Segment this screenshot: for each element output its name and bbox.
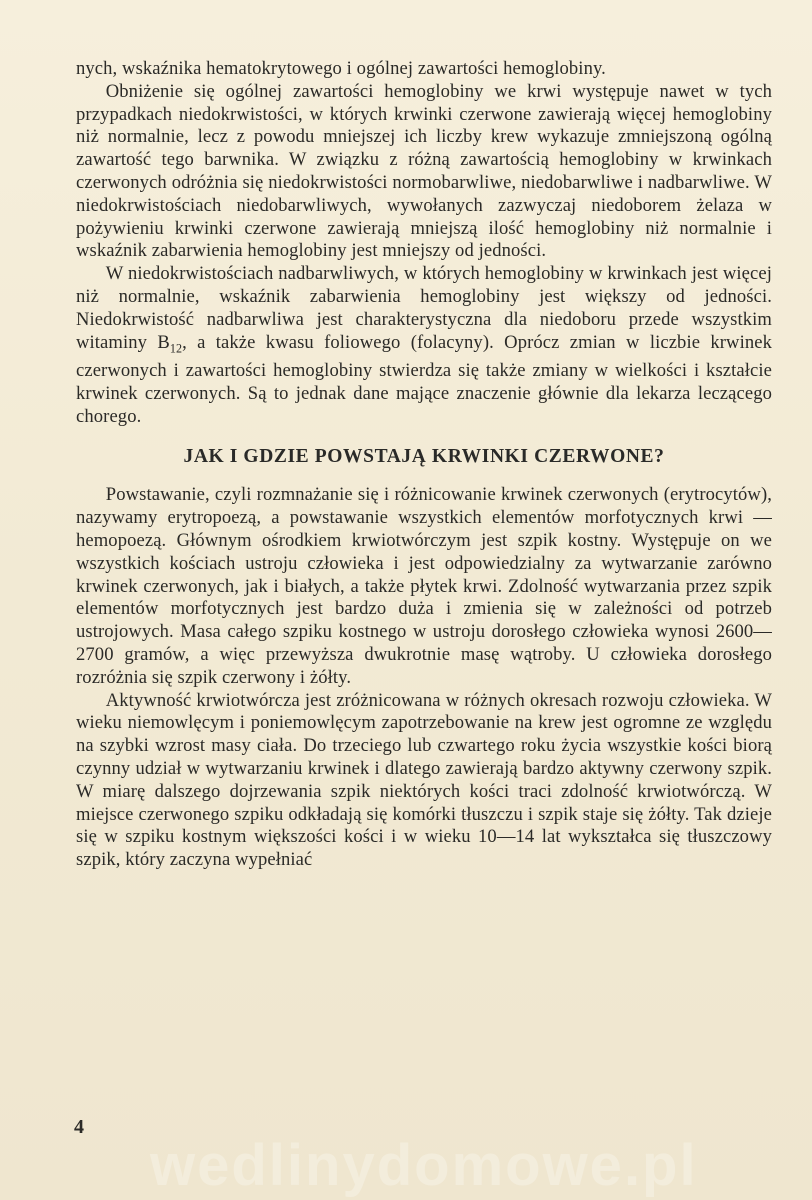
paragraph-continued: nych, wskaźnika hematokrytowego i ogólnej zawartości hemoglobiny. — [76, 58, 606, 79]
vitamin-subscript: 12 — [169, 341, 183, 356]
paragraph-hyperchromic-text-b: , a także kwasu foliowego (folacyny). Oprócz zmian w liczbie krwinek czerwonych i zawartości hemoglobiny stwierdza się także zmiany w wielkości i kształcie krwinek czerwonych. Są to jednak dane mające znaczenie głównie dla lekarza leczącego chorego. — [76, 331, 772, 427]
paragraph-hyperchromic-anemia — [76, 263, 772, 428]
paragraph-hematopoietic-activity: Aktywność krwiotwórcza jest zróżnicowana w różnych okresach rozwoju człowieka. W wieku niemowlęcym i poniemowlęcym zapotrzebowanie na krew jest ogromne ze względu na szybki wzrost masy ciała. Do trzeciego lub czwartego roku życia wszystkie kości biorą czynny udział w wytwarzaniu krwinek i dlatego zawierają bardzo aktywny czerwony szpik. W miarę dalszego dojrzewania szpik niektórych kości traci zdolność krwiotwórczą. W miejsce czerwonego szpiku odkładają się komórki tłuszczu i szpik staje się żółty. Tak dzieje się w szpiku kostnym większości kości i w wieku 10—14 lat wykształca się tłuszczowy szpik, który zaczyna wypełniać — [76, 689, 772, 871]
paragraph-hyperchromic-text-a: W niedokrwistościach nadbarwliwych, w których hemoglobiny w krwinkach jest więcej niż normalnie, wskaźnik zabarwienia hemoglobiny jest większy od jedności. Niedokrwistość nadbarwliwa jest charakterystyczna dla niedoboru przede wszystkim witaminy B — [76, 263, 772, 353]
page-number: 4 — [74, 1116, 84, 1138]
text-column — [76, 58, 772, 872]
watermark: wedlinydomowe.pl — [150, 1133, 698, 1198]
section-heading: JAK I GDZIE POWSTAJĄ KRWINKI CZERWONE? — [183, 446, 665, 468]
paragraph-erythropoiesis: Powstawanie, czyli rozmnażanie się i różnicowanie krwinek czerwonych (erytrocytów), nazywamy erytropoezą, a powstawanie wszystkich elementów morfotycznych krwi — hemopoezą. Głównym ośrodkiem krwiotwórczym jest szpik kostny. Występuje on we wszystkich kościach ustroju człowieka i jest odpowiedzialny za wytwarzanie zarówno krwinek czerwonych, jak i białych, a także płytek krwi. Zdolność wytwarzania przez szpik elementów morfotycznych jest bardzo duża i zmienia się w zależności od potrzeb ustrojowych. Masa całego szpiku kostnego w ustroju dorosłego człowieka wynosi 2600—2700 gramów, a więc przewyższa dwukrotnie masę wątroby. U człowieka dorosłego rozróżnia się szpik czerwony i żółty. — [76, 484, 772, 688]
paragraph-hemoglobin-decrease: Obniżenie się ogólnej zawartości hemoglobiny we krwi występuje nawet w tych przypadkach niedokrwistości, w których krwinki czerwone zawierają więcej hemoglobiny niż normalnie, lecz z powodu mniejszej ich liczby krew wykazuje zmniejszoną ogólną zawartość tego barwnika. W związku z różną zawartością hemoglobiny w krwinkach czerwonych odróżnia się niedokrwistości normobarwliwe, niedobarwliwe i nadbarwliwe. W niedokrwistościach niedobarwliwych, wywołanych zazwyczaj niedoborem żelaza w pożywieniu krwinki czerwone zawierają mniejszą ilość hemoglobiny niż normalnie i wskaźnik zabarwienia hemoglobiny jest mniejszy od jedności. — [76, 80, 772, 262]
